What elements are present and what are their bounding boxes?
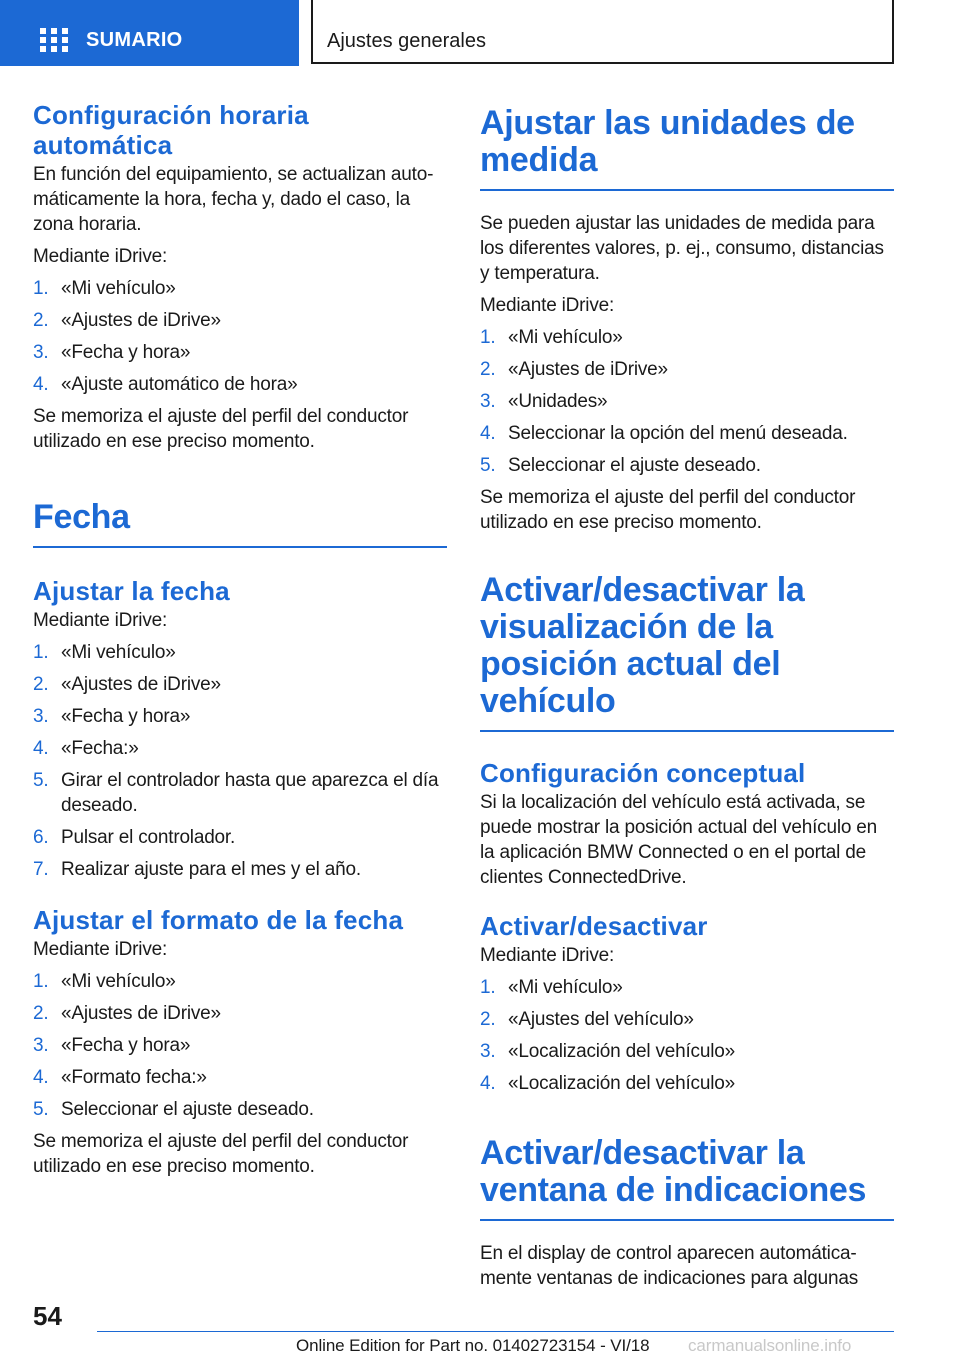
position-steps: [480, 975, 894, 1096]
list-item: 4. «Localización del vehículo»: [480, 1073, 735, 1094]
left-column: [33, 100, 447, 1186]
heading-hints: Activar/desactivar la ventana de indicaciones: [480, 1134, 867, 1209]
list-item: 3. «Fecha y hora»: [33, 342, 191, 363]
footer-edition: Online Edition for Part no. 01402723154 - VI/18: [296, 1336, 650, 1355]
grid-icon: [40, 28, 68, 52]
page-number: 54: [33, 1301, 62, 1331]
list-item: 6. Pulsar el controlador.: [33, 827, 236, 848]
concept-text: Si la localización del vehículo está activada, se puede mostrar la posición actual del vehículo en la aplicación BMW Connected o en el portal de clientes ConnectedDrive.: [480, 792, 878, 888]
list-item: 2. «Ajustes de iDrive»: [480, 359, 668, 380]
list-item: 1. «Mi vehículo»: [33, 278, 176, 299]
date-format-via: Mediante iDrive:: [33, 939, 168, 960]
heading-position: Activar/desactivar la visualización de la posición actual del vehículo: [480, 571, 805, 720]
list-item: 2. «Ajustes del vehículo»: [480, 1009, 694, 1030]
heading-concept: Configuración conceptual: [480, 758, 806, 788]
heading-fecha: Fecha: [33, 498, 130, 536]
right-column: [480, 100, 894, 1298]
section-title: Ajustes generales: [327, 30, 486, 52]
footer-divider: [97, 1331, 894, 1332]
heading-date-format: Ajustar el formato de la fecha: [33, 905, 404, 935]
set-date-via: Mediante iDrive:: [33, 610, 168, 631]
auto-time-intro: En función del equipamiento, se actualizan automáticamente la hora, fecha y, dado el caso, la zona horaria.: [33, 164, 434, 235]
list-item: 5. Girar el controlador hasta que aparezca el día deseado.: [33, 770, 439, 816]
list-item: 5. Seleccionar el ajuste deseado.: [480, 455, 761, 476]
list-item: 5. Seleccionar el ajuste deseado.: [33, 1099, 314, 1120]
sumario-button[interactable]: [0, 0, 299, 66]
page-header: [0, 0, 960, 66]
list-item: 2. «Ajustes de iDrive»: [33, 1003, 221, 1024]
units-via: Mediante iDrive:: [480, 295, 615, 316]
heading-auto-time: Configuración horaria automática: [33, 100, 309, 160]
list-item: 7. Realizar ajuste para el mes y el año.: [33, 859, 361, 880]
sumario-label: SUMARIO: [86, 29, 183, 51]
list-item: 1. «Mi vehículo»: [480, 977, 623, 998]
position-via: Mediante iDrive:: [480, 945, 615, 966]
units-note: Se memoriza el ajuste del perfil del conductor utilizado en ese preciso momento.: [480, 487, 856, 533]
list-item: 3. «Fecha y hora»: [33, 1035, 191, 1056]
list-item: 1. «Mi vehículo»: [33, 642, 176, 663]
list-item: 2. «Ajustes de iDrive»: [33, 674, 221, 695]
auto-time-steps: [33, 276, 447, 397]
hints-intro: En el display de control aparecen automáticamente ventanas de indicaciones para algunas: [480, 1243, 858, 1289]
list-item: 2. «Ajustes de iDrive»: [33, 310, 221, 331]
list-item: 4. «Fecha:»: [33, 738, 139, 759]
list-item: 1. «Mi vehículo»: [480, 327, 623, 348]
list-item: 3. «Localización del vehículo»: [480, 1041, 735, 1062]
set-date-steps: [33, 640, 447, 882]
auto-time-via: Mediante iDrive:: [33, 246, 168, 267]
list-item: 1. «Mi vehículo»: [33, 971, 176, 992]
section-tab[interactable]: [311, 0, 894, 64]
list-item: 4. «Ajuste automático de hora»: [33, 374, 298, 395]
heading-units: Ajustar las unidades de medida: [480, 104, 855, 179]
units-steps: [480, 325, 894, 478]
list-item: 3. «Fecha y hora»: [33, 706, 191, 727]
auto-time-note: Se memoriza el ajuste del perfil del conductor utilizado en ese preciso momento.: [33, 406, 409, 452]
list-item: 3. «Unidades»: [480, 391, 608, 412]
date-format-note: Se memoriza el ajuste del perfil del conductor utilizado en ese preciso momento.: [33, 1131, 409, 1177]
heading-toggle: Activar/desactivar: [480, 911, 708, 941]
list-item: 4. «Formato fecha:»: [33, 1067, 207, 1088]
date-format-steps: [33, 969, 447, 1122]
heading-set-date: Ajustar la fecha: [33, 576, 230, 606]
units-intro: Se pueden ajustar las unidades de medida para los diferentes valores, p. ej., consumo, distancias y temperatura.: [480, 213, 884, 284]
footer-watermark: carmanualsonline.info: [688, 1336, 852, 1355]
list-item: 4. Seleccionar la opción del menú deseada.: [480, 423, 848, 444]
